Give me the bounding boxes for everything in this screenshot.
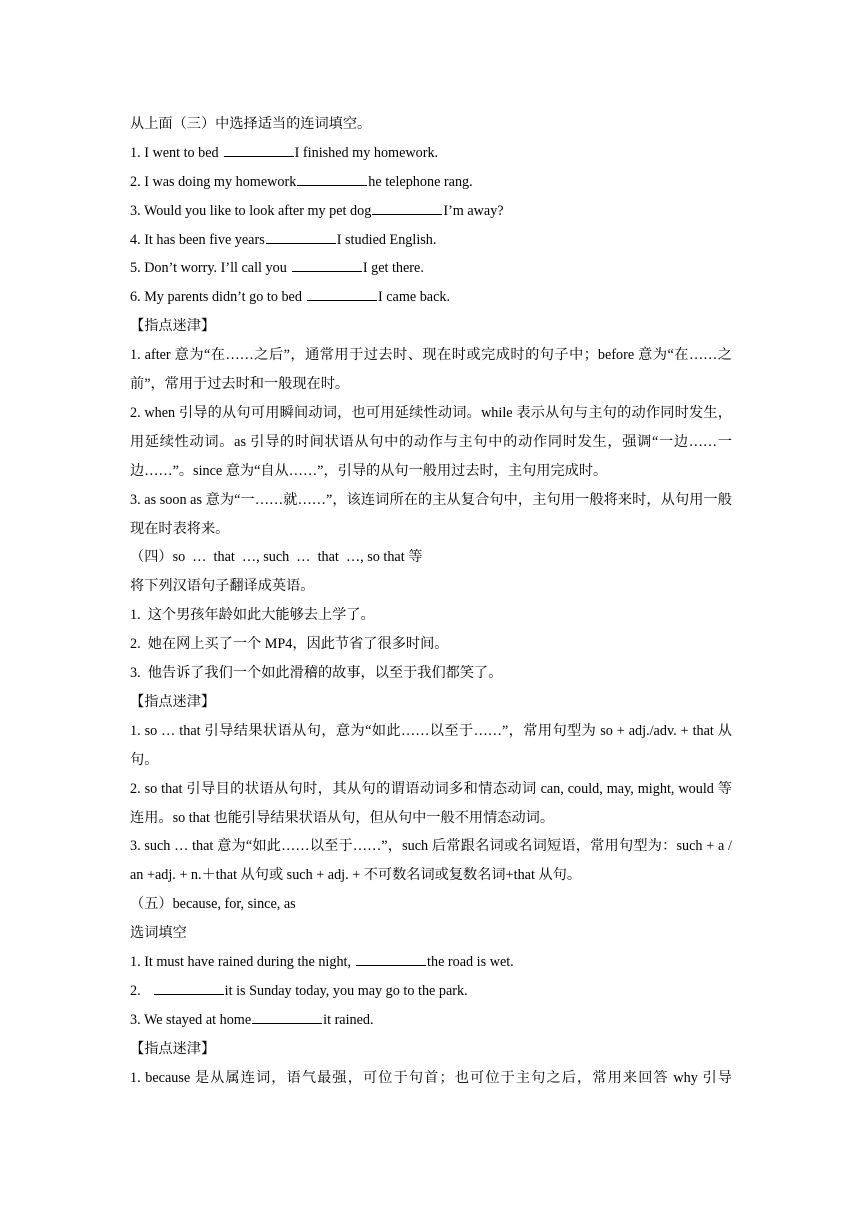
tip-paragraph: 2. when 引导的从句可用瞬间动词，也可用延续性动词。while 表示从句与主句的动作同时发生，用延续性动词。as 引导的时间状语从句中的动作与主句中的动作同时发生，强调“一边……一边……”。since 意为“自从……”，引导的从句一般用过去时，主句用完成时。 [130, 404, 732, 479]
fill-in-item: 3. Would you like to look after my pet dog I’m away? [130, 197, 732, 226]
translation-item: 2. 她在网上买了一个 MP4，因此节省了很多时间。 [130, 636, 449, 653]
translation-item: 3. 他告诉了我们一个如此滑稽的故事，以至于我们都笑了。 [130, 665, 503, 682]
answer-blank[interactable] [307, 286, 377, 301]
answer-blank[interactable] [224, 142, 294, 157]
tip-paragraph: 1. because 是从属连词，语气最强，可位于句首；也可位于主句之后，常用来回答 why 引导 [130, 1069, 732, 1086]
answer-blank[interactable] [292, 257, 362, 272]
section4-instruction: 将下列汉语句子翻译成英语。 [130, 578, 315, 595]
fill-in-item: 5. Don’t worry. I’ll call you I get there. [130, 254, 732, 283]
tip-paragraph: 1. so … that 引导结果状语从句，意为“如此……以至于……”，常用句型为 so + adj./adv. + that 从句。 [130, 722, 732, 768]
document-body [130, 110, 732, 1093]
fill-in-item: 1. I went to bed I finished my homework. [130, 139, 732, 168]
tips-heading: 【指点迷津】 [130, 1040, 216, 1057]
answer-blank[interactable] [356, 951, 426, 966]
fill-in-item: 4. It has been five years I studied English. [130, 226, 732, 255]
fill-in-item: 6. My parents didn’t go to bed I came back. [130, 283, 732, 312]
section3-instruction: 从上面（三）中选择适当的连词填空。 [130, 116, 372, 132]
tips-heading: 【指点迷津】 [130, 318, 216, 335]
answer-blank[interactable] [297, 171, 367, 186]
tip-paragraph: 3. as soon as 意为“一……就……”，该连词所在的主从复合句中，主句用一般将来时，从句用一般现在时表将来。 [130, 491, 732, 537]
tip-paragraph: 3. such … that 意为“如此……以至于……”，such 后常跟名词或名词短语，常用句型为：such + a / an +adj. + n.＋that 从句或 such + adj. + 不可数名词或复数名词+that 从句。 [130, 838, 732, 884]
section5-instruction: 选词填空 [130, 925, 187, 942]
translation-item: 1. 这个男孩年龄如此大能够去上学了。 [130, 607, 375, 624]
answer-blank[interactable] [252, 1009, 322, 1024]
fill-in-item: 2. it is Sunday today, you may go to the park. [130, 977, 732, 1006]
tips-heading: 【指点迷津】 [130, 693, 216, 710]
answer-blank[interactable] [154, 980, 224, 995]
tip-paragraph: 1. after 意为“在……之后”，通常用于过去时、现在时或完成时的句子中；before 意为“在……之前”，常用于过去时和一般现在时。 [130, 347, 732, 393]
fill-in-item: 3. We stayed at home it rained. [130, 1006, 732, 1035]
answer-blank[interactable] [266, 229, 336, 244]
tip-paragraph: 2. so that 引导目的状语从句时，其从句的谓语动词多和情态动词 can, could, may, might, would 等连用。so that 也能引导结果状语从句，但从句中一般不用情态动词。 [130, 780, 732, 826]
section5-heading: （五）because, for, since, as [130, 896, 296, 913]
fill-in-item: 1. It must have rained during the night, the road is wet. [130, 948, 732, 977]
section4-heading: （四）so … that …, such … that …, so that 等 [130, 549, 423, 566]
fill-in-item: 2. I was doing my homework he telephone rang. [130, 168, 732, 197]
answer-blank[interactable] [372, 200, 442, 215]
